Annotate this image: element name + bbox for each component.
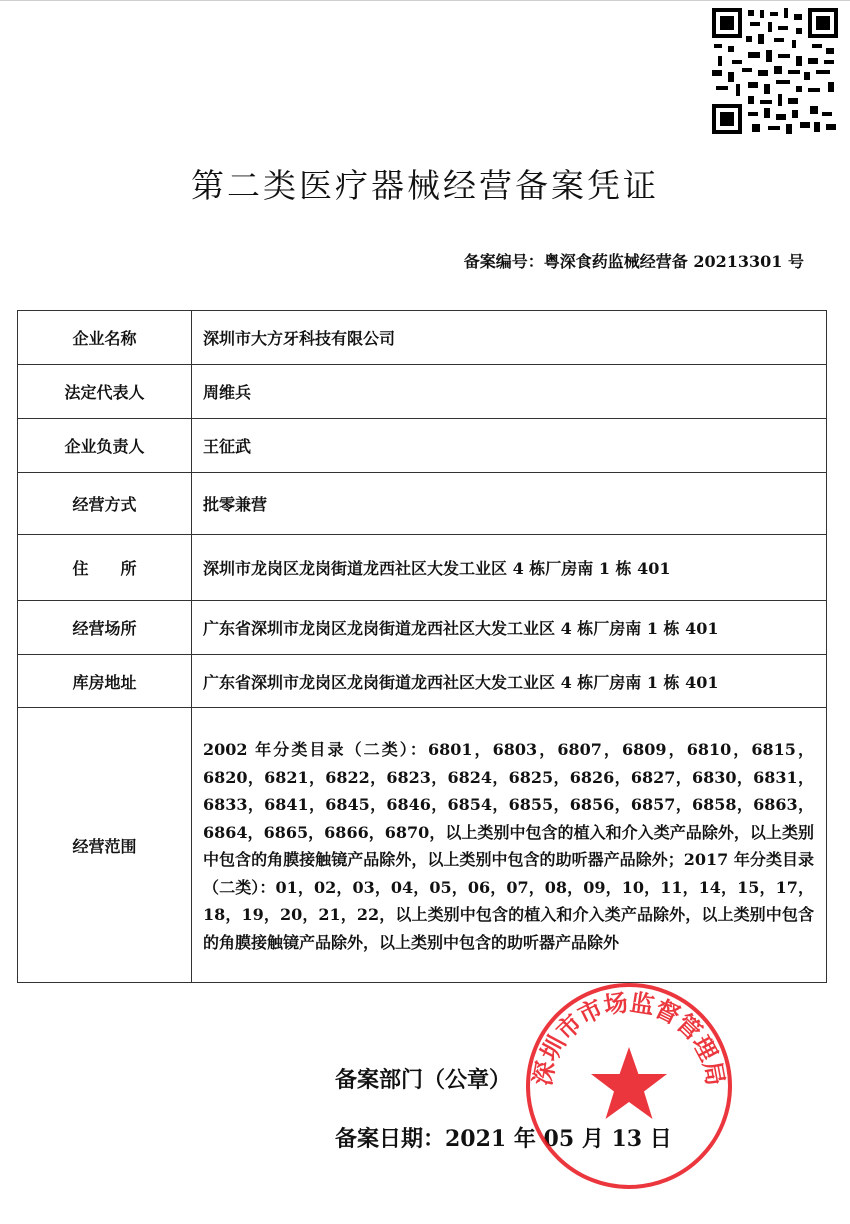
row-value-warehouse-address: 广东省深圳市龙岗区龙岗街道龙西社区大发工业区 4 栋厂房南 1 栋 401	[192, 655, 827, 708]
table-row	[18, 655, 827, 708]
official-seal	[524, 981, 734, 1191]
table-row	[18, 473, 827, 535]
certificate-table	[17, 310, 827, 983]
row-label-company-name: 企业名称	[18, 311, 192, 365]
filing-number: 备案编号：粤深食药监械经营备 20213301 号	[463, 252, 804, 271]
row-label-domicile: 住 所	[18, 535, 192, 601]
row-value-business-premises: 广东省深圳市龙岗区龙岗街道龙西社区大发工业区 4 栋厂房南 1 栋 401	[192, 601, 827, 655]
top-border-line	[0, 0, 850, 1]
row-label-warehouse-address: 库房地址	[18, 655, 192, 708]
table-row	[18, 708, 827, 983]
row-value-business-mode: 批零兼营	[192, 473, 827, 535]
row-value-legal-representative: 周维兵	[192, 365, 827, 419]
seal-star-icon	[591, 1047, 667, 1119]
seal-text: 深圳市市场监督管理局	[528, 988, 730, 1088]
row-label-legal-representative: 法定代表人	[18, 365, 192, 419]
table-row	[18, 419, 827, 473]
document-title: 第二类医疗器械经营备案凭证	[191, 166, 659, 205]
filing-department: 备案部门（公章）	[335, 1067, 512, 1093]
filing-date: 备案日期：2021 年 05 月 13 日	[335, 1126, 672, 1152]
row-value-person-in-charge: 王征武	[192, 419, 827, 473]
row-label-person-in-charge: 企业负责人	[18, 419, 192, 473]
qr-code-icon	[712, 8, 838, 134]
table-row	[18, 365, 827, 419]
table-row	[18, 311, 827, 365]
row-label-business-mode: 经营方式	[18, 473, 192, 535]
row-label-business-premises: 经营场所	[18, 601, 192, 655]
row-value-business-scope: 2002 年分类目录（二类）：6801，6803，6807，6809，6810，6815，6820，6821，6822，6823，6824，6825，6826，6827，6830，6831，6833，6841，6845，6846，6854，6855，6856，6857，6858，6863，6864，6865，6866，6870，以上类别中包含的植入和介入类产品除外，以上类别中包含的角膜接触镜产品除外，以上类别中包含的助听器产品除外；2017 年分类目录（二类）：01，02，03，04，05，06，07，08，09，10，11，14，15，17，18，19，20，21，22，以上类别中包含的植入和介入类产品除外，以上类别中包含的角膜接触镜产品除外，以上类别中包含的助听器产品除外	[192, 708, 827, 983]
row-value-company-name: 深圳市大方牙科技有限公司	[192, 311, 827, 365]
row-label-business-scope: 经营范围	[18, 708, 192, 983]
table-row	[18, 601, 827, 655]
row-value-domicile: 深圳市龙岗区龙岗街道龙西社区大发工业区 4 栋厂房南 1 栋 401	[192, 535, 827, 601]
table-row	[18, 535, 827, 601]
